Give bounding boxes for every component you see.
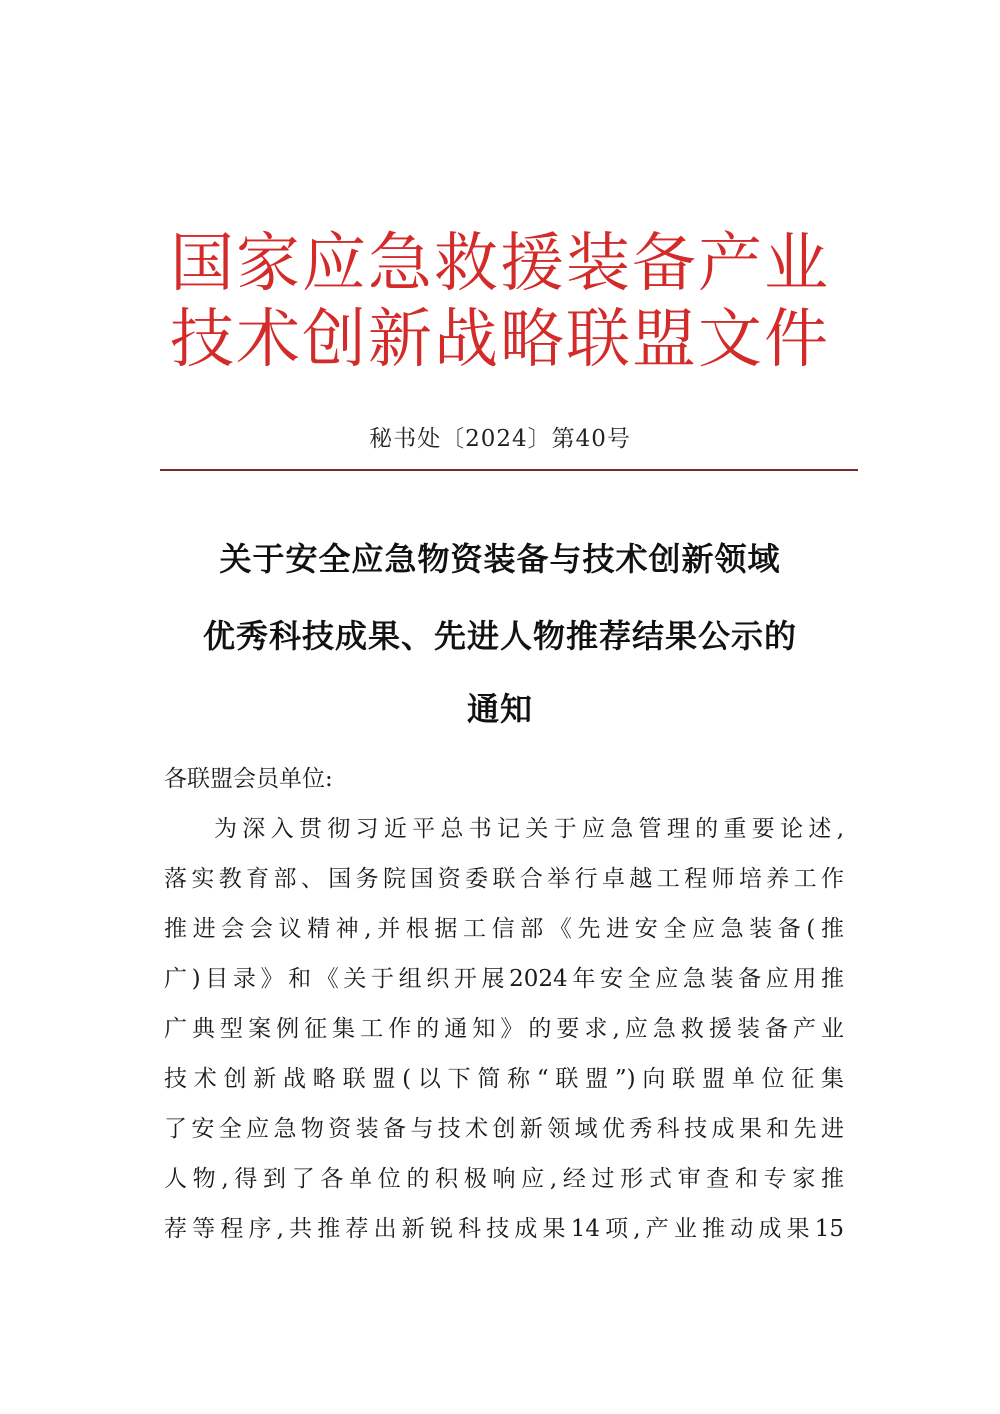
notice-title-line-2: 优秀科技成果、先进人物推荐结果公示的 <box>202 617 797 655</box>
header-divider <box>160 469 858 471</box>
body-line: 落实教育部、国务院国资委联合举行卓越工程师培养工作 <box>164 866 844 892</box>
body-line: 人物,得到了各单位的积极响应,经过形式审查和专家推 <box>164 1166 844 1192</box>
issuer-header-line-2: 技术创新战略联盟文件 <box>170 303 830 377</box>
body-line: 了安全应急物资装备与技术创新领域优秀科技成果和先进 <box>164 1116 844 1142</box>
notice-title-line-3: 通知 <box>466 690 533 728</box>
notice-title-line-1: 关于安全应急物资装备与技术创新领域 <box>219 540 781 578</box>
body-line: 广)目录》和《关于组织开展2024年安全应急装备应用推 <box>164 966 844 992</box>
body-line: 推进会会议精神,并根据工信部《先进安全应急装备(推 <box>164 916 844 942</box>
document-number: 秘书处〔2024〕第40号 <box>369 426 631 452</box>
issuer-header-line-1: 国家应急救援装备产业 <box>170 227 830 301</box>
body-line: 广典型案例征集工作的通知》的要求,应急救援装备产业 <box>164 1016 844 1042</box>
salutation: 各联盟会员单位: <box>164 766 333 792</box>
body-line: 技术创新战略联盟(以下简称“联盟”)向联盟单位征集 <box>164 1066 844 1092</box>
body-line: 荐等程序,共推荐出新锐科技成果14项,产业推动成果15 <box>164 1216 844 1242</box>
body-line: 为深入贯彻习近平总书记关于应急管理的重要论述, <box>214 816 844 842</box>
